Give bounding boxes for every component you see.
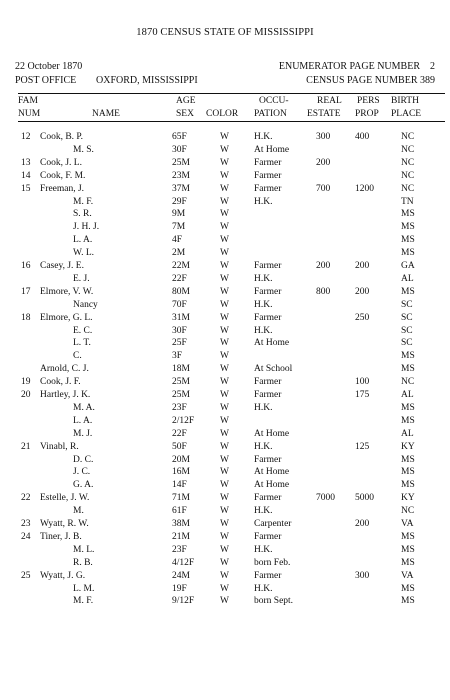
age-sex-cell: 19F [172, 583, 187, 594]
col-header-name: NAME [92, 109, 120, 119]
person-name-cell: R. B. [73, 557, 93, 568]
table-row [0, 584, 450, 597]
age-sex-cell: 22F [172, 428, 187, 439]
color-cell: W [220, 570, 229, 581]
col-header-personal-property-1: PERS [357, 96, 380, 106]
occupation-cell: born Feb. [254, 557, 291, 568]
occupation-cell: H.K. [254, 299, 273, 310]
col-header-color: COLOR [206, 109, 239, 119]
occupation-cell: Farmer [254, 570, 282, 581]
occupation-cell: H.K. [254, 441, 273, 452]
table-row [0, 506, 450, 519]
table-row [0, 235, 450, 248]
age-sex-cell: 25F [172, 338, 187, 349]
table-row [0, 416, 450, 429]
age-sex-cell: 9M [172, 209, 186, 220]
table-row [0, 558, 450, 571]
table-row [0, 532, 450, 545]
occupation-cell: H.K. [254, 273, 273, 284]
enumerator-page-number: ENUMERATOR PAGE NUMBER 2 [278, 61, 435, 72]
color-cell: W [220, 183, 229, 194]
occupation-cell: Farmer [254, 157, 282, 168]
person-name-cell: J. H. J. [73, 222, 100, 233]
birth-place-cell: NC [401, 132, 415, 142]
real-estate-cell: 800 [316, 286, 331, 297]
family-number-cell: 21 [21, 441, 31, 452]
occupation-cell: born Sept. [254, 596, 294, 607]
family-number-cell: 19 [21, 377, 31, 388]
birth-place-cell: KY [401, 493, 415, 504]
age-sex-cell: 7M [172, 222, 186, 233]
age-sex-cell: 30F [172, 325, 187, 336]
age-sex-cell: 71M [172, 493, 190, 504]
table-row [0, 403, 450, 416]
occupation-cell: Farmer [254, 286, 282, 297]
birth-place-cell: NC [401, 144, 415, 155]
person-name-cell: Tiner, J. B. [40, 531, 82, 542]
color-cell: W [220, 506, 229, 517]
age-sex-cell: 22F [172, 273, 187, 284]
birth-place-cell: MS [401, 351, 415, 362]
color-cell: W [220, 312, 229, 323]
col-header-occupation-2: PATION [254, 109, 287, 119]
family-number-cell: 25 [21, 570, 31, 581]
birth-place-cell: AL [401, 390, 414, 400]
col-header-num: NUM [18, 109, 41, 119]
color-cell: W [220, 144, 229, 155]
occupation-cell: Farmer [254, 493, 282, 504]
age-sex-cell: 23F [172, 544, 187, 555]
table-row [0, 455, 450, 468]
person-name-cell: Cook, J. L. [40, 157, 82, 168]
occupation-cell: At Home [254, 480, 290, 491]
real-estate-cell: 300 [316, 132, 331, 142]
occupation-cell: Carpenter [254, 519, 292, 529]
age-sex-cell: 9/12F [172, 596, 195, 607]
occupation-cell: Farmer [254, 531, 282, 542]
table-row [0, 467, 450, 480]
occupation-cell: Farmer [254, 377, 282, 388]
table-row [0, 145, 450, 158]
person-name-cell: M. A. [73, 402, 95, 413]
age-sex-cell: 30F [172, 144, 187, 155]
person-name-cell: M. J. [73, 428, 93, 439]
table-row [0, 326, 450, 339]
birth-place-cell: VA [401, 570, 414, 581]
age-sex-cell: 29F [172, 196, 187, 207]
table-row [0, 519, 450, 532]
color-cell: W [220, 273, 229, 284]
occupation-cell: H.K. [254, 583, 273, 594]
person-name-cell: Elmore, V. W. [40, 286, 94, 297]
color-cell: W [220, 261, 229, 271]
color-cell: W [220, 596, 229, 607]
table-row [0, 209, 450, 222]
age-sex-cell: 18M [172, 364, 190, 375]
person-name-cell: L. A. [73, 415, 93, 426]
person-name-cell: L. T. [73, 338, 91, 349]
person-name-cell: L. A. [73, 235, 93, 246]
occupation-cell: H.K. [254, 544, 273, 555]
birth-place-cell: KY [401, 441, 415, 452]
table-row [0, 351, 450, 364]
personal-property-cell: 200 [355, 286, 370, 297]
birth-place-cell: MS [401, 235, 415, 246]
personal-property-cell: 200 [355, 519, 370, 529]
person-name-cell: W. L. [73, 248, 95, 259]
birth-place-cell: SC [401, 299, 413, 310]
header-top-rule [18, 93, 445, 94]
age-sex-cell: 25M [172, 157, 190, 168]
birth-place-cell: TN [401, 196, 414, 207]
occupation-cell: Farmer [254, 312, 282, 323]
col-header-birth-place-2: PLACE [391, 109, 422, 119]
color-cell: W [220, 428, 229, 439]
color-cell: W [220, 364, 229, 375]
color-cell: W [220, 299, 229, 310]
personal-property-cell: 100 [355, 377, 370, 388]
occupation-cell: H.K. [254, 325, 273, 336]
table-row [0, 429, 450, 442]
col-header-fam: FAM [18, 96, 38, 106]
birth-place-cell: MS [401, 544, 415, 555]
age-sex-cell: 38M [172, 519, 190, 529]
age-sex-cell: 61F [172, 506, 187, 517]
birth-place-cell: MS [401, 531, 415, 542]
occupation-cell: Farmer [254, 454, 282, 465]
birth-place-cell: SC [401, 338, 413, 349]
birth-place-cell: MS [401, 480, 415, 491]
birth-place-cell: MS [401, 248, 415, 259]
color-cell: W [220, 325, 229, 336]
table-row [0, 248, 450, 261]
family-number-cell: 12 [21, 132, 31, 142]
person-name-cell: Hartley, J. K. [40, 390, 91, 400]
table-row [0, 197, 450, 210]
color-cell: W [220, 402, 229, 413]
family-number-cell: 14 [21, 170, 31, 181]
table-row [0, 571, 450, 584]
color-cell: W [220, 157, 229, 168]
person-name-cell: Arnold, C. J. [40, 364, 89, 375]
color-cell: W [220, 286, 229, 297]
birth-place-cell: MS [401, 557, 415, 568]
person-name-cell: M. [73, 506, 84, 517]
color-cell: W [220, 519, 229, 529]
person-name-cell: Nancy [73, 299, 98, 310]
page-title: 1870 CENSUS STATE OF MISSISSIPPI [136, 27, 314, 38]
person-name-cell: Cook, F. M. [40, 170, 86, 181]
person-name-cell: M. L. [73, 544, 95, 555]
table-row [0, 132, 450, 145]
census-date: 22 October 1870 [15, 61, 83, 72]
birth-place-cell: NC [401, 157, 415, 168]
birth-place-cell: MS [401, 222, 415, 233]
age-sex-cell: 22M [172, 261, 190, 271]
birth-place-cell: MS [401, 415, 415, 426]
birth-place-cell: NC [401, 183, 415, 194]
family-number-cell: 20 [21, 390, 31, 400]
age-sex-cell: 23M [172, 170, 190, 181]
table-row [0, 313, 450, 326]
col-header-real-estate-1: REAL [317, 96, 342, 106]
table-row [0, 274, 450, 287]
color-cell: W [220, 415, 229, 426]
table-row [0, 480, 450, 493]
person-name-cell: Wyatt, J. G. [40, 570, 86, 581]
occupation-cell: Farmer [254, 183, 282, 194]
birth-place-cell: SC [401, 325, 413, 336]
person-name-cell: Freeman, J. [40, 183, 85, 194]
age-sex-cell: 4F [172, 235, 183, 246]
personal-property-cell: 175 [355, 390, 370, 400]
age-sex-cell: 21M [172, 531, 190, 542]
color-cell: W [220, 132, 229, 142]
person-name-cell: D. C. [73, 454, 94, 465]
age-sex-cell: 2M [172, 248, 186, 259]
occupation-cell: At Home [254, 428, 290, 439]
table-row [0, 184, 450, 197]
occupation-cell: H.K. [254, 402, 273, 413]
col-header-age: AGE [176, 96, 196, 106]
age-sex-cell: 65F [172, 132, 187, 142]
family-number-cell: 24 [21, 531, 31, 542]
family-number-cell: 16 [21, 261, 31, 271]
person-name-cell: J. C. [73, 467, 91, 478]
person-name-cell: M. F. [73, 596, 94, 607]
birth-place-cell: MS [401, 596, 415, 607]
real-estate-cell: 200 [316, 261, 331, 271]
person-name-cell: M. F. [73, 196, 94, 207]
birth-place-cell: AL [401, 428, 414, 439]
birth-place-cell: NC [401, 506, 415, 517]
personal-property-cell: 300 [355, 570, 370, 581]
table-row [0, 300, 450, 313]
age-sex-cell: 37M [172, 183, 190, 194]
age-sex-cell: 50F [172, 441, 187, 452]
family-number-cell: 22 [21, 493, 31, 504]
color-cell: W [220, 480, 229, 491]
personal-property-cell: 400 [355, 132, 370, 142]
age-sex-cell: 16M [172, 467, 190, 478]
col-header-birth-place-1: BIRTH [391, 96, 419, 106]
table-row [0, 442, 450, 455]
color-cell: W [220, 377, 229, 388]
table-row [0, 364, 450, 377]
color-cell: W [220, 196, 229, 207]
occupation-cell: H.K. [254, 132, 273, 142]
table-row [0, 596, 450, 609]
table-row [0, 171, 450, 184]
personal-property-cell: 125 [355, 441, 370, 452]
family-number-cell: 13 [21, 157, 31, 168]
color-cell: W [220, 235, 229, 246]
age-sex-cell: 24M [172, 570, 190, 581]
table-row [0, 222, 450, 235]
age-sex-cell: 70F [172, 299, 187, 310]
header-bottom-rule [18, 121, 445, 122]
birth-place-cell: MS [401, 454, 415, 465]
table-row [0, 261, 450, 274]
table-row [0, 377, 450, 390]
family-number-cell: 17 [21, 286, 31, 297]
person-name-cell: S. R. [73, 209, 92, 220]
occupation-cell: At School [254, 364, 293, 375]
post-office-label: POST OFFICE [15, 75, 77, 86]
age-sex-cell: 23F [172, 402, 187, 413]
color-cell: W [220, 454, 229, 465]
birth-place-cell: NC [401, 170, 415, 181]
occupation-cell: Farmer [254, 170, 282, 181]
post-office-value: OXFORD, MISSISSIPPI [96, 75, 198, 86]
birth-place-cell: MS [401, 467, 415, 478]
birth-place-cell: VA [401, 519, 414, 529]
color-cell: W [220, 441, 229, 452]
family-number-cell: 23 [21, 519, 31, 529]
color-cell: W [220, 338, 229, 349]
color-cell: W [220, 209, 229, 220]
person-name-cell: C. [73, 351, 82, 362]
col-header-real-estate-2: ESTATE [307, 109, 341, 119]
occupation-cell: At Home [254, 467, 290, 478]
table-row [0, 338, 450, 351]
age-sex-cell: 3F [172, 351, 183, 362]
person-name-cell: Elmore, G. L. [40, 312, 93, 323]
personal-property-cell: 250 [355, 312, 370, 323]
table-row [0, 158, 450, 171]
color-cell: W [220, 557, 229, 568]
occupation-cell: Farmer [254, 261, 282, 271]
real-estate-cell: 700 [316, 183, 331, 194]
person-name-cell: Estelle, J. W. [40, 493, 90, 504]
occupation-cell: H.K. [254, 506, 273, 517]
table-row [0, 493, 450, 506]
person-name-cell: G. A. [73, 480, 94, 491]
personal-property-cell: 200 [355, 261, 370, 271]
age-sex-cell: 25M [172, 377, 190, 388]
family-number-cell: 18 [21, 312, 31, 323]
occupation-cell: At Home [254, 144, 290, 155]
personal-property-cell: 1200 [355, 183, 374, 194]
table-row [0, 287, 450, 300]
person-name-cell: Cook, J. F. [40, 377, 81, 388]
col-header-sex: SEX [176, 109, 194, 119]
person-name-cell: E. C. [73, 325, 93, 336]
person-name-cell: Wyatt, R. W. [40, 519, 89, 529]
occupation-cell: Farmer [254, 390, 282, 400]
birth-place-cell: SC [401, 312, 413, 323]
color-cell: W [220, 351, 229, 362]
occupation-cell: At Home [254, 338, 290, 349]
table-row [0, 390, 450, 403]
age-sex-cell: 25M [172, 390, 190, 400]
person-name-cell: Casey, J. E. [40, 261, 84, 271]
age-sex-cell: 4/12F [172, 557, 195, 568]
person-name-cell: E. J. [73, 273, 90, 284]
age-sex-cell: 31M [172, 312, 190, 323]
col-header-occupation-1: OCCU- [259, 96, 289, 106]
personal-property-cell: 5000 [355, 493, 374, 504]
color-cell: W [220, 390, 229, 400]
real-estate-cell: 200 [316, 157, 331, 168]
person-name-cell: Vinabl, R. [40, 441, 79, 452]
color-cell: W [220, 531, 229, 542]
occupation-cell: H.K. [254, 196, 273, 207]
color-cell: W [220, 222, 229, 233]
person-name-cell: Cook, B. P. [40, 132, 84, 142]
birth-place-cell: NC [401, 377, 415, 388]
age-sex-cell: 20M [172, 454, 190, 465]
birth-place-cell: MS [401, 583, 415, 594]
age-sex-cell: 14F [172, 480, 187, 491]
color-cell: W [220, 544, 229, 555]
age-sex-cell: 2/12F [172, 415, 195, 426]
age-sex-cell: 80M [172, 286, 190, 297]
color-cell: W [220, 583, 229, 594]
birth-place-cell: MS [401, 286, 415, 297]
birth-place-cell: MS [401, 209, 415, 220]
census-page-number: CENSUS PAGE NUMBER 389 [306, 75, 435, 86]
col-header-personal-property-2: PROP [355, 109, 379, 119]
color-cell: W [220, 493, 229, 504]
color-cell: W [220, 248, 229, 259]
color-cell: W [220, 170, 229, 181]
person-name-cell: L. M. [73, 583, 95, 594]
birth-place-cell: GA [401, 261, 415, 271]
person-name-cell: M. S. [73, 144, 94, 155]
birth-place-cell: MS [401, 364, 415, 375]
birth-place-cell: MS [401, 402, 415, 413]
real-estate-cell: 7000 [316, 493, 335, 504]
color-cell: W [220, 467, 229, 478]
table-row [0, 545, 450, 558]
birth-place-cell: AL [401, 273, 414, 284]
family-number-cell: 15 [21, 183, 31, 194]
